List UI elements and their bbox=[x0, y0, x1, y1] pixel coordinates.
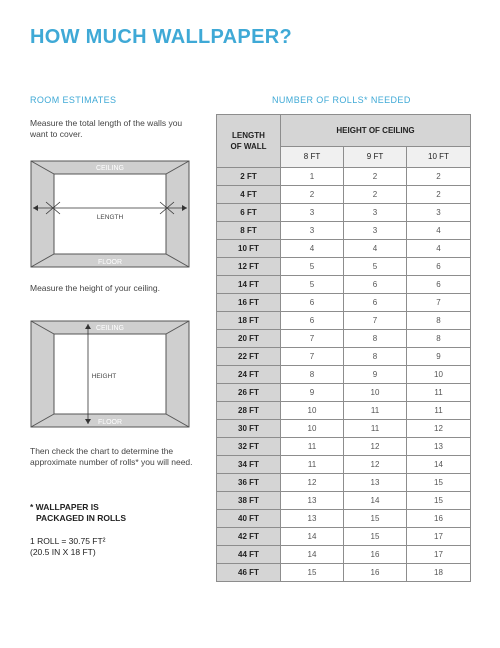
column-header: 9 FT bbox=[344, 146, 407, 167]
wall-length-cell: 44 FT bbox=[217, 546, 281, 564]
rolls-cell: 10 bbox=[407, 366, 471, 384]
rolls-cell: 15 bbox=[281, 564, 344, 582]
rolls-cell: 10 bbox=[281, 402, 344, 420]
rolls-cell: 6 bbox=[407, 276, 471, 294]
wall-length-cell: 46 FT bbox=[217, 564, 281, 582]
rolls-cell: 2 bbox=[281, 186, 344, 204]
wall-length-cell: 28 FT bbox=[217, 402, 281, 420]
rolls-cell: 11 bbox=[281, 456, 344, 474]
rolls-cell: 8 bbox=[344, 348, 407, 366]
wall-length-cell: 24 FT bbox=[217, 366, 281, 384]
rolls-cell: 2 bbox=[407, 186, 471, 204]
rolls-cell: 3 bbox=[281, 204, 344, 222]
rolls-cell: 15 bbox=[407, 474, 471, 492]
rolls-cell: 4 bbox=[281, 240, 344, 258]
table-body bbox=[217, 168, 471, 582]
rolls-cell: 15 bbox=[344, 528, 407, 546]
diagram2-floor-label: FLOOR bbox=[97, 419, 123, 426]
instruction-chart: Then check the chart to determine the approximate number of rolls* you will need. bbox=[30, 446, 193, 467]
length-of-wall-header: LENGTH OF WALL bbox=[217, 115, 281, 168]
rolls-cell: 7 bbox=[344, 312, 407, 330]
table-row bbox=[217, 348, 471, 366]
column-header: 10 FT bbox=[407, 146, 471, 167]
packaging-note-line1: * WALLPAPER IS bbox=[30, 502, 99, 512]
rolls-cell: 2 bbox=[344, 186, 407, 204]
rolls-cell: 11 bbox=[281, 438, 344, 456]
table-row bbox=[217, 222, 471, 240]
column-header: 8 FT bbox=[281, 146, 344, 167]
rolls-cell: 6 bbox=[344, 294, 407, 312]
table-row bbox=[217, 492, 471, 510]
rolls-cell: 3 bbox=[281, 222, 344, 240]
wall-length-cell: 20 FT bbox=[217, 330, 281, 348]
wall-length-cell: 18 FT bbox=[217, 312, 281, 330]
instruction-length: Measure the total length of the walls you want to cover. bbox=[30, 118, 183, 139]
table-row bbox=[217, 402, 471, 420]
packaging-note-line2: PACKAGED IN ROLLS bbox=[36, 513, 127, 523]
table-row bbox=[217, 276, 471, 294]
rolls-cell: 13 bbox=[281, 510, 344, 528]
wall-length-cell: 30 FT bbox=[217, 420, 281, 438]
table-row bbox=[217, 312, 471, 330]
wall-length-cell: 38 FT bbox=[217, 492, 281, 510]
table-row bbox=[217, 438, 471, 456]
wall-length-cell: 36 FT bbox=[217, 474, 281, 492]
roll-size-line2: (20.5 IN X 18 FT) bbox=[30, 547, 96, 557]
rolls-cell: 8 bbox=[281, 366, 344, 384]
rolls-cell: 12 bbox=[344, 456, 407, 474]
rolls-cell: 17 bbox=[407, 528, 471, 546]
rolls-table bbox=[216, 114, 471, 582]
wall-length-cell: 16 FT bbox=[217, 294, 281, 312]
rolls-cell: 2 bbox=[344, 168, 407, 186]
diagram2-height-label: HEIGHT bbox=[91, 373, 117, 380]
rolls-cell: 15 bbox=[407, 492, 471, 510]
wall-length-cell: 10 FT bbox=[217, 240, 281, 258]
rolls-cell: 8 bbox=[344, 330, 407, 348]
roll-size-line1: 1 ROLL = 30.75 FT² bbox=[30, 536, 106, 546]
rolls-cell: 9 bbox=[407, 348, 471, 366]
wall-length-cell: 40 FT bbox=[217, 510, 281, 528]
rolls-cell: 13 bbox=[407, 438, 471, 456]
rolls-cell: 14 bbox=[281, 546, 344, 564]
wall-length-cell: 42 FT bbox=[217, 528, 281, 546]
diagram1-floor-label: FLOOR bbox=[97, 259, 123, 266]
diagram1-ceiling-label: CEILING bbox=[95, 165, 125, 172]
rolls-cell: 7 bbox=[281, 348, 344, 366]
room-estimates-heading: ROOM ESTIMATES bbox=[30, 95, 117, 105]
rolls-cell: 14 bbox=[407, 456, 471, 474]
wall-length-cell: 8 FT bbox=[217, 222, 281, 240]
table-row bbox=[217, 564, 471, 582]
rolls-cell: 8 bbox=[407, 312, 471, 330]
rolls-cell: 5 bbox=[281, 276, 344, 294]
rolls-cell: 7 bbox=[407, 294, 471, 312]
rolls-cell: 4 bbox=[407, 222, 471, 240]
wall-length-cell: 4 FT bbox=[217, 186, 281, 204]
wall-length-cell: 14 FT bbox=[217, 276, 281, 294]
table-row bbox=[217, 186, 471, 204]
rolls-cell: 6 bbox=[407, 258, 471, 276]
table-row bbox=[217, 546, 471, 564]
rolls-cell: 12 bbox=[407, 420, 471, 438]
rolls-cell: 11 bbox=[344, 420, 407, 438]
rolls-cell: 11 bbox=[344, 402, 407, 420]
diagram2-ceiling-label: CEILING bbox=[95, 325, 125, 332]
table-row bbox=[217, 366, 471, 384]
table-row bbox=[217, 258, 471, 276]
rolls-cell: 14 bbox=[344, 492, 407, 510]
rolls-cell: 1 bbox=[281, 168, 344, 186]
rolls-cell: 12 bbox=[281, 474, 344, 492]
table-row bbox=[217, 330, 471, 348]
rolls-cell: 15 bbox=[344, 510, 407, 528]
table-row bbox=[217, 528, 471, 546]
rolls-cell: 6 bbox=[281, 294, 344, 312]
wall-length-cell: 12 FT bbox=[217, 258, 281, 276]
rolls-cell: 3 bbox=[407, 204, 471, 222]
rolls-cell: 6 bbox=[344, 276, 407, 294]
height-diagram bbox=[30, 320, 190, 428]
rolls-cell: 13 bbox=[281, 492, 344, 510]
table-row bbox=[217, 240, 471, 258]
table-row bbox=[217, 420, 471, 438]
rolls-cell: 9 bbox=[344, 366, 407, 384]
rolls-cell: 11 bbox=[407, 384, 471, 402]
wall-length-cell: 26 FT bbox=[217, 384, 281, 402]
rolls-cell: 12 bbox=[344, 438, 407, 456]
rolls-cell: 18 bbox=[407, 564, 471, 582]
rolls-cell: 13 bbox=[344, 474, 407, 492]
length-diagram bbox=[30, 160, 190, 268]
rolls-cell: 10 bbox=[281, 420, 344, 438]
table-row bbox=[217, 456, 471, 474]
rolls-cell: 16 bbox=[344, 546, 407, 564]
rolls-cell: 7 bbox=[281, 330, 344, 348]
rolls-cell: 16 bbox=[407, 510, 471, 528]
rolls-cell: 10 bbox=[344, 384, 407, 402]
table-row bbox=[217, 294, 471, 312]
rolls-cell: 17 bbox=[407, 546, 471, 564]
table-row bbox=[217, 384, 471, 402]
rolls-cell: 4 bbox=[407, 240, 471, 258]
rolls-cell: 5 bbox=[281, 258, 344, 276]
rolls-cell: 8 bbox=[407, 330, 471, 348]
diagram1-length-label: LENGTH bbox=[96, 214, 124, 221]
table-row bbox=[217, 510, 471, 528]
rolls-cell: 3 bbox=[344, 204, 407, 222]
rolls-cell: 5 bbox=[344, 258, 407, 276]
rolls-cell: 3 bbox=[344, 222, 407, 240]
rolls-cell: 16 bbox=[344, 564, 407, 582]
instruction-height: Measure the height of your ceiling. bbox=[30, 283, 160, 293]
wall-length-cell: 32 FT bbox=[217, 438, 281, 456]
height-of-ceiling-header: HEIGHT OF CEILING bbox=[281, 115, 471, 147]
packaging-note bbox=[30, 502, 126, 524]
table-row bbox=[217, 168, 471, 186]
wall-length-cell: 22 FT bbox=[217, 348, 281, 366]
wall-length-cell: 2 FT bbox=[217, 168, 281, 186]
rolls-cell: 4 bbox=[344, 240, 407, 258]
wall-length-cell: 6 FT bbox=[217, 204, 281, 222]
rolls-needed-heading: NUMBER OF ROLLS* NEEDED bbox=[272, 95, 411, 105]
rolls-cell: 2 bbox=[407, 168, 471, 186]
table-row bbox=[217, 474, 471, 492]
rolls-cell: 9 bbox=[281, 384, 344, 402]
wall-length-cell: 34 FT bbox=[217, 456, 281, 474]
roll-size-note bbox=[30, 536, 106, 558]
page-title: HOW MUCH WALLPAPER? bbox=[30, 26, 292, 48]
table-row bbox=[217, 204, 471, 222]
rolls-cell: 11 bbox=[407, 402, 471, 420]
rolls-cell: 6 bbox=[281, 312, 344, 330]
rolls-cell: 14 bbox=[281, 528, 344, 546]
